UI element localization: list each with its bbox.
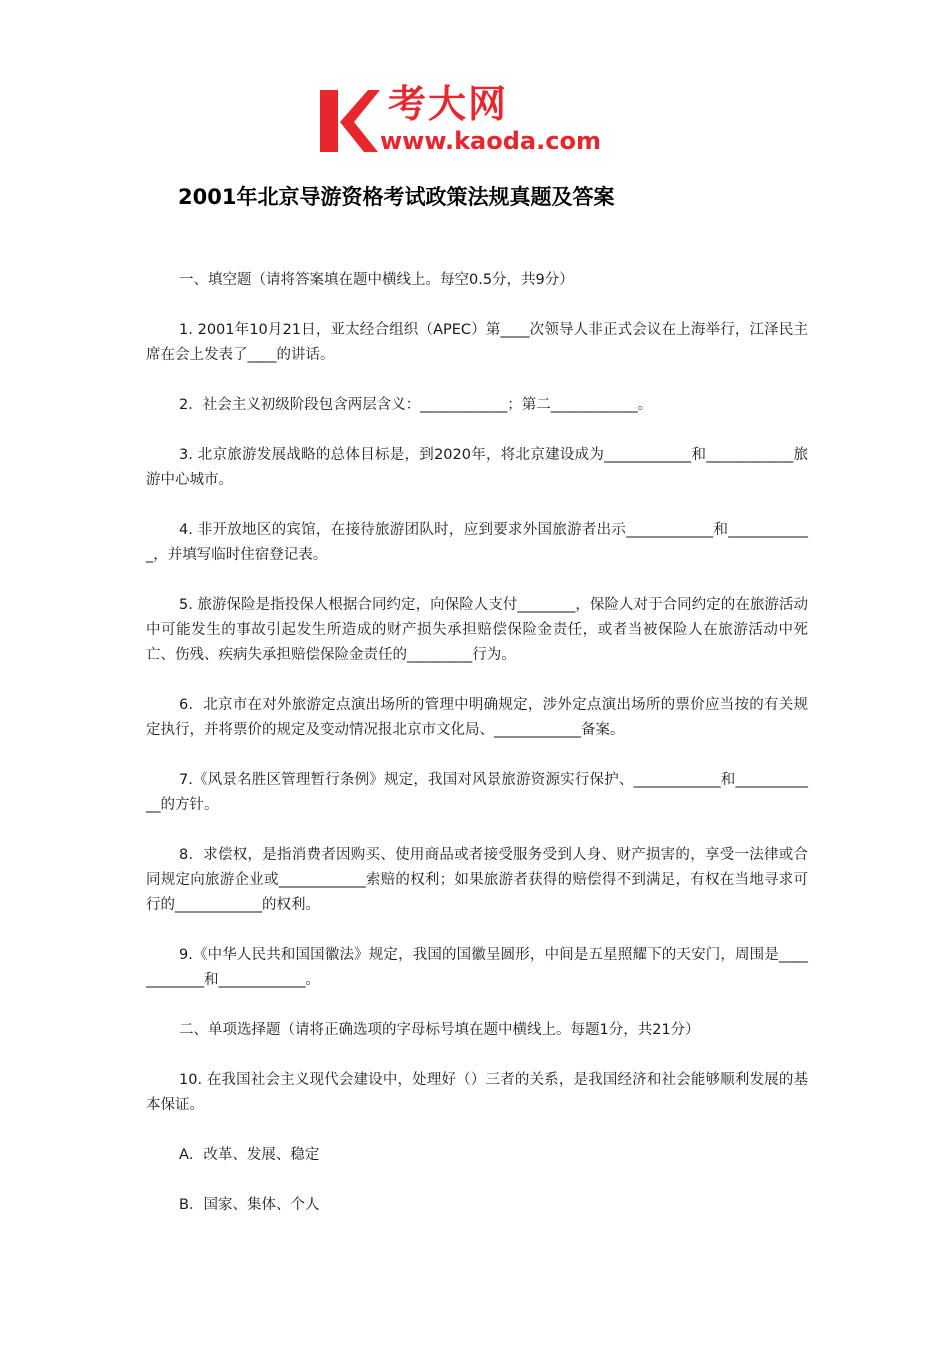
section-heading-fill-blank: 一、填空题（请将答案填在题中横线上。每空0.5分，共9分）	[179, 272, 574, 288]
question-3: 3. 北京旅游发展战略的总体目标是，到2020年，将北京建设成为____________和____________旅游中心城市。	[146, 447, 808, 488]
option-b: B．国家、集体、个人	[179, 1197, 320, 1213]
question-1: 1. 2001年10月21日，亚太经合组织（APEC）第____次领导人非正式会议在上海举行，江泽民主席在会上发表了____的讲话。	[146, 322, 808, 363]
question-2: 2．社会主义初级阶段包含两层含义：____________；第二____________。	[179, 397, 653, 413]
section-heading-single-choice: 二、单项选择题（请将正确选项的字母标号填在题中横线上。每题1分，共21分）	[179, 1022, 700, 1038]
logo-brand-text: 考大网	[388, 82, 509, 126]
kaoda-logo	[318, 82, 640, 160]
page-title: 2001年北京导游资格考试政策法规真题及答案	[178, 185, 615, 209]
question-8: 8．求偿权，是指消费者因购买、使用商品或者接受服务受到人身、财产损害的，享受一法律或合同规定向旅游企业或____________索赔的权利；如果旅游者获得的赔偿得不到满足，有权在当地寻求可行的____________的权利。	[146, 847, 808, 913]
question-4: 4. 非开放地区的宾馆，在接待旅游团队时，应到要求外国旅游者出示____________和____________，并填写临时住宿登记表。	[146, 522, 808, 563]
logo-url-text: www.kaoda.com	[380, 127, 601, 155]
logo-k-icon	[318, 88, 380, 154]
question-10: 10. 在我国社会主义现代会建设中，处理好（）三者的关系，是我国经济和社会能够顺利发展的基本保证。	[146, 1072, 808, 1113]
question-7: 7.《风景名胜区管理暂行条例》规定，我国对风景旅游资源实行保护、____________和____________的方针。	[146, 772, 808, 813]
option-a: A．改革、发展、稳定	[179, 1147, 320, 1163]
question-9: 9.《中华人民共和国国徽法》规定，我国的国徽呈圆形，中间是五星照耀下的天安门，周围是____________和____________。	[146, 947, 808, 988]
document-body	[146, 268, 808, 1243]
question-5: 5. 旅游保险是指投保人根据合同约定，向保险人支付________，保险人对于合同约定的在旅游活动中可能发生的事故引起发生所造成的财产损失承担赔偿保险金责任，或者当被保险人在旅游活动中死亡、伤残、疾病失承担赔偿保险金责任的_________行为。	[146, 597, 808, 663]
question-6: 6．北京市在对外旅游定点演出场所的管理中明确规定，涉外定点演出场所的票价应当按的有关规定执行，并将票价的规定及变动情况报北京市文化局、____________备案。	[146, 697, 808, 738]
